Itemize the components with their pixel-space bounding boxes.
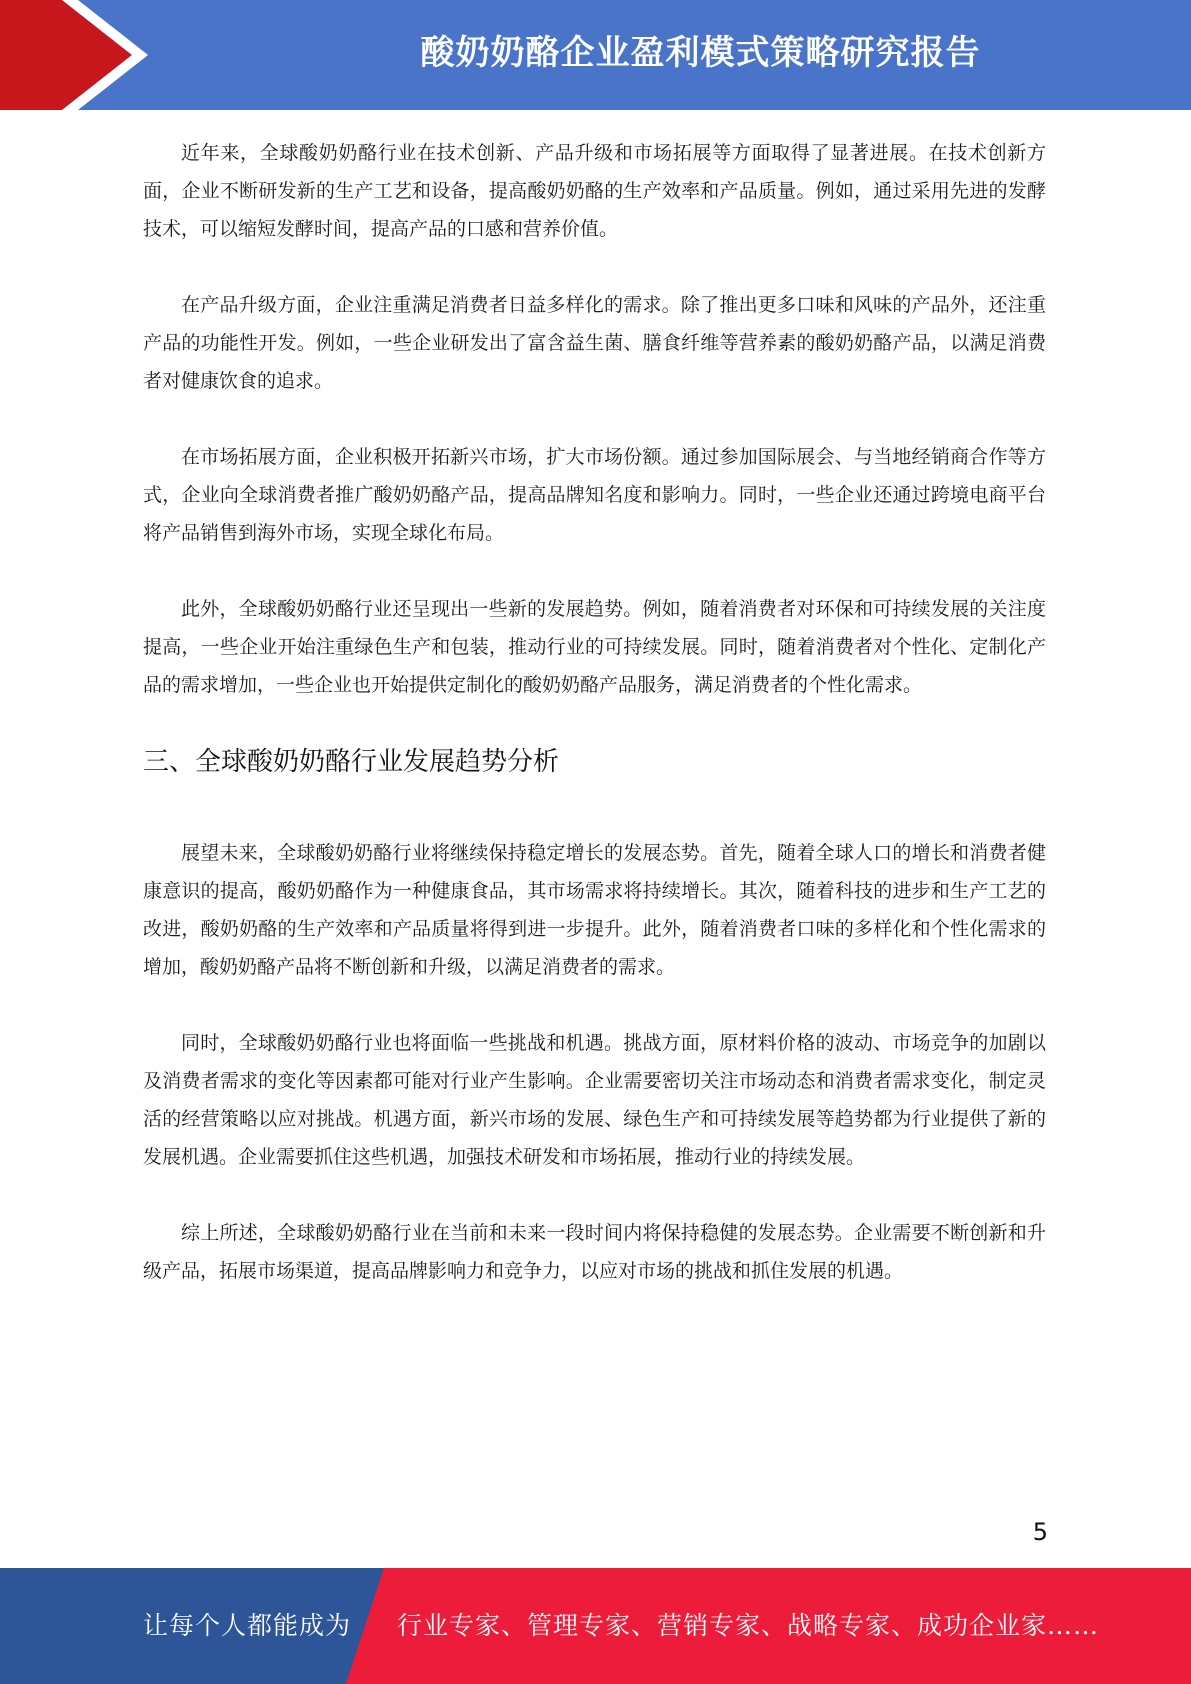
report-title: 酸奶奶酪企业盈利模式策略研究报告 (420, 33, 981, 73)
paragraph: 此外，全球酸奶奶酪行业还呈现出一些新的发展趋势。例如，随着消费者对环保和可持续发展的关注度提高，一些企业开始注重绿色生产和包装，推动行业的可持续发展。同时，随着消费者对个性化、定制化产品的需求增加，一些企业也开始提供定制化的酸奶奶酪产品服务，满足消费者的个性化需求。 (143, 598, 1046, 696)
page-number: 5 (1032, 1518, 1048, 1546)
footer-slogan-right: 行业专家、管理专家、营销专家、战略专家、成功企业家…… (397, 1611, 1100, 1640)
paragraph: 近年来，全球酸奶奶酪行业在技术创新、产品升级和市场拓展等方面取得了显著进展。在技术创新方面，企业不断研发新的生产工艺和设备，提高酸奶奶酪的生产效率和产品质量。例如，通过采用先进的发酵技术，可以缩短发酵时间，提高产品的口感和营养价值。 (143, 142, 1046, 240)
page-footer (0, 1568, 1191, 1684)
paragraph: 展望未来，全球酸奶奶酪行业将继续保持稳定增长的发展态势。首先，随着全球人口的增长和消费者健康意识的提高，酸奶奶酪作为一种健康食品，其市场需求将持续增长。其次，随着科技的进步和生产工艺的改进，酸奶奶酪的生产效率和产品质量将得到进一步提升。此外，随着消费者口味的多样化和个性化需求的增加，酸奶奶酪产品将不断创新和升级，以满足消费者的需求。 (143, 842, 1046, 978)
page-header (0, 0, 1191, 110)
footer-slogan-left: 让每个人都能成为 (143, 1611, 352, 1640)
paragraph: 同时，全球酸奶奶酪行业也将面临一些挑战和机遇。挑战方面，原材料价格的波动、市场竞争的加剧以及消费者需求的变化等因素都可能对行业产生影响。企业需要密切关注市场动态和消费者需求变化，制定灵活的经营策略以应对挑战。机遇方面，新兴市场的发展、绿色生产和可持续发展等趋势都为行业提供了新的发展机遇。企业需要抓住这些机遇，加强技术研发和市场拓展，推动行业的持续发展。 (143, 1032, 1046, 1168)
paragraph: 综上所述，全球酸奶奶酪行业在当前和未来一段时间内将保持稳健的发展态势。企业需要不断创新和升级产品，拓展市场渠道，提高品牌影响力和竞争力，以应对市场的挑战和抓住发展的机遇。 (143, 1222, 1046, 1282)
document-body (143, 134, 1046, 1328)
paragraph: 在产品升级方面，企业注重满足消费者日益多样化的需求。除了推出更多口味和风味的产品外，还注重产品的功能性开发。例如，一些企业研发出了富含益生菌、膳食纤维等营养素的酸奶奶酪产品，以满足消费者对健康饮食的追求。 (143, 294, 1046, 392)
header-arrow-decoration (0, 0, 160, 110)
section-heading: 三、全球酸奶奶酪行业发展趋势分析 (143, 747, 560, 777)
paragraph: 在市场拓展方面，企业积极开拓新兴市场，扩大市场份额。通过参加国际展会、与当地经销商合作等方式，企业向全球消费者推广酸奶奶酪产品，提高品牌知名度和影响力。同时，一些企业还通过跨境电商平台将产品销售到海外市场，实现全球化布局。 (143, 446, 1046, 544)
